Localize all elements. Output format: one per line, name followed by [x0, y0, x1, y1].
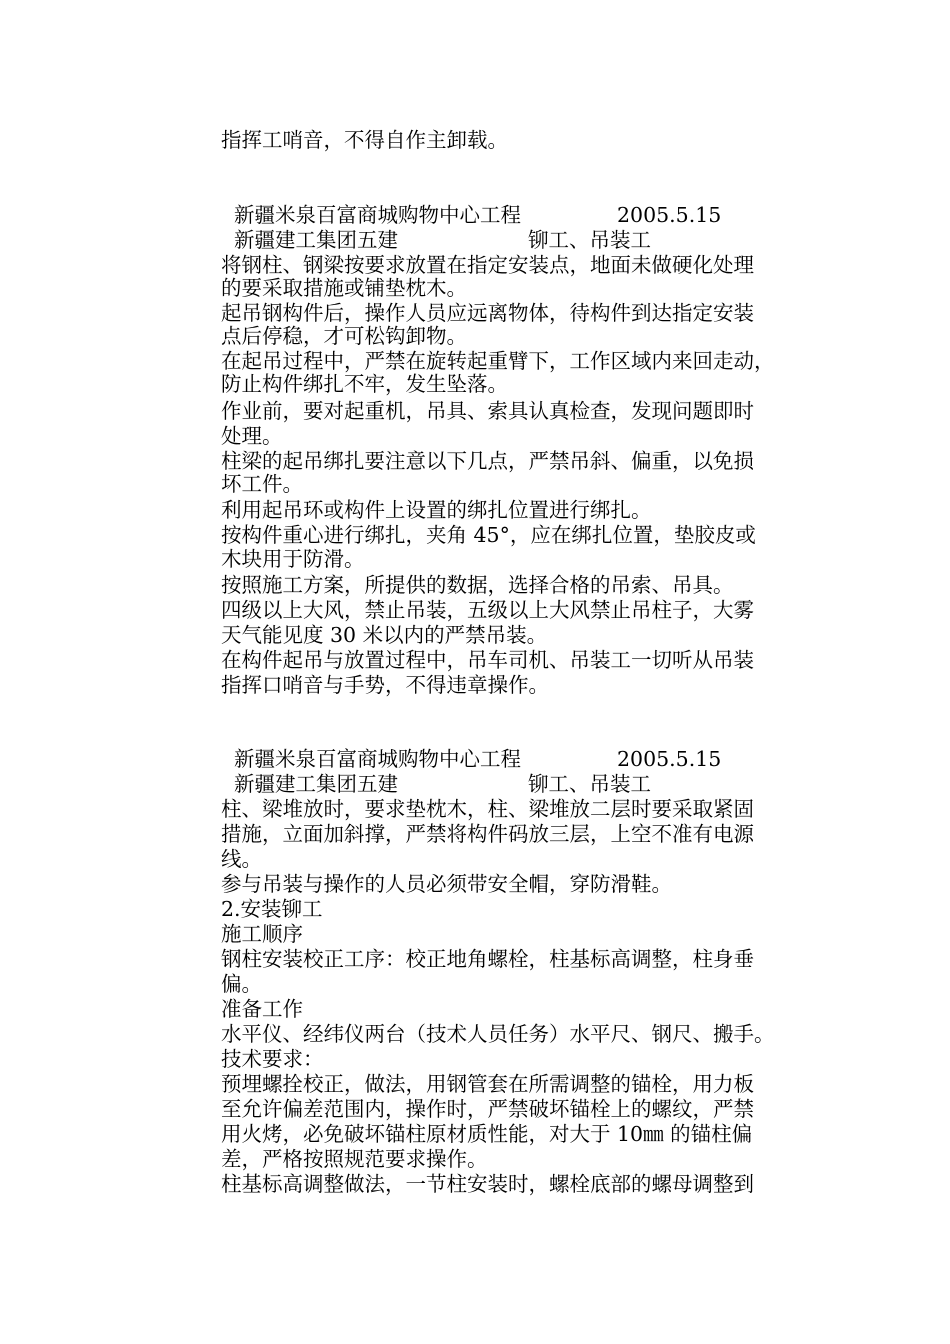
section1-line: 利用起吊环或构件上设置的绑扎位置进行绑扎。: [221, 498, 652, 522]
section1-line: 处理。: [221, 424, 283, 448]
intro-line: 指挥工哨音，不得自作主卸载。: [221, 128, 508, 152]
section2-project-name: 新疆米泉百富商城购物中心工程: [234, 747, 521, 771]
section1-line: 在起吊过程中，严禁在旋转起重臂下，工作区域内来回走动，: [221, 349, 775, 373]
section2-trade: 铆工、吊装工: [528, 772, 651, 796]
section2-line: 偏。: [221, 972, 262, 996]
section2-line: 钢柱安装校正工序：校正地角螺栓，柱基标高调整，柱身垂: [221, 947, 754, 971]
section2-date: 2005.5.15: [617, 747, 722, 771]
section1-line: 在构件起吊与放置过程中，吊车司机、吊装工一切听从吊装: [221, 648, 754, 672]
section1-company: 新疆建工集团五建: [234, 228, 398, 252]
section1-line: 柱梁的起吊绑扎要注意以下几点，严禁吊斜、偏重，以免损: [221, 449, 754, 473]
section2-line: 柱、梁堆放时，要求垫枕木，柱、梁堆放二层时要采取紧固: [221, 797, 754, 821]
section1-line: 按构件重心进行绑扎，夹角 45°，应在绑扎位置，垫胶皮或: [221, 523, 756, 547]
section1-line: 坏工件。: [221, 472, 303, 496]
section1-line: 天气能见度 30 米以内的严禁吊装。: [221, 623, 548, 647]
section2-line: 预埋螺拴校正，做法，用钢管套在所需调整的锚栓，用力板: [221, 1072, 754, 1096]
section1-line: 按照施工方案，所提供的数据，选择合格的吊索、吊具。: [221, 573, 734, 597]
section1-line: 的要采取措施或铺垫枕木。: [221, 276, 467, 300]
section2-line: 措施，立面加斜撑，严禁将构件码放三层，上空不准有电源: [221, 822, 754, 846]
section2-line: 线。: [221, 847, 262, 871]
section1-trade: 铆工、吊装工: [528, 228, 651, 252]
section1-line: 四级以上大风，禁止吊装，五级以上大风禁止吊柱子，大雾: [221, 598, 754, 622]
section1-project-name: 新疆米泉百富商城购物中心工程: [234, 203, 521, 227]
section2-line: 水平仪、经纬仪两台（技术人员任务）水平尺、钢尺、搬手。: [221, 1022, 775, 1046]
section1-line: 指挥口哨音与手势，不得违章操作。: [221, 673, 549, 697]
section1-line: 作业前，要对起重机，吊具、索具认真检查，发现问题即时: [221, 399, 754, 423]
section2-line: 至允许偏差范围内，操作时，严禁破坏锚栓上的螺纹，严禁: [221, 1097, 754, 1121]
section1-line: 起吊钢构件后，操作人员应远离物体，待构件到达指定安装: [221, 301, 754, 325]
section2-line: 准备工作: [221, 997, 303, 1021]
section1-line: 防止构件绑扎不牢，发生坠落。: [221, 372, 508, 396]
section2-line: 柱基标高调整做法，一节柱安装时，螺栓底部的螺母调整到: [221, 1172, 754, 1196]
section2-line: 技术要求：: [221, 1047, 324, 1071]
section2-company: 新疆建工集团五建: [234, 772, 398, 796]
section1-line: 点后停稳，才可松钩卸物。: [221, 324, 467, 348]
section2-line: 用火烤，必免破坏锚柱原材质性能，对大于 10㎜ 的锚柱偏: [221, 1122, 753, 1146]
section2-line: 差，严格按照规范要求操作。: [221, 1147, 488, 1171]
section2-line: 参与吊装与操作的人员必须带安全帽，穿防滑鞋。: [221, 872, 672, 896]
section1-line: 将钢柱、钢梁按要求放置在指定安装点，地面未做硬化处理: [221, 253, 754, 277]
section1-line: 木块用于防滑。: [221, 547, 365, 571]
section2-line: 2.安装铆工: [221, 897, 323, 921]
section1-date: 2005.5.15: [617, 203, 722, 227]
section2-line: 施工顺序: [221, 922, 303, 946]
